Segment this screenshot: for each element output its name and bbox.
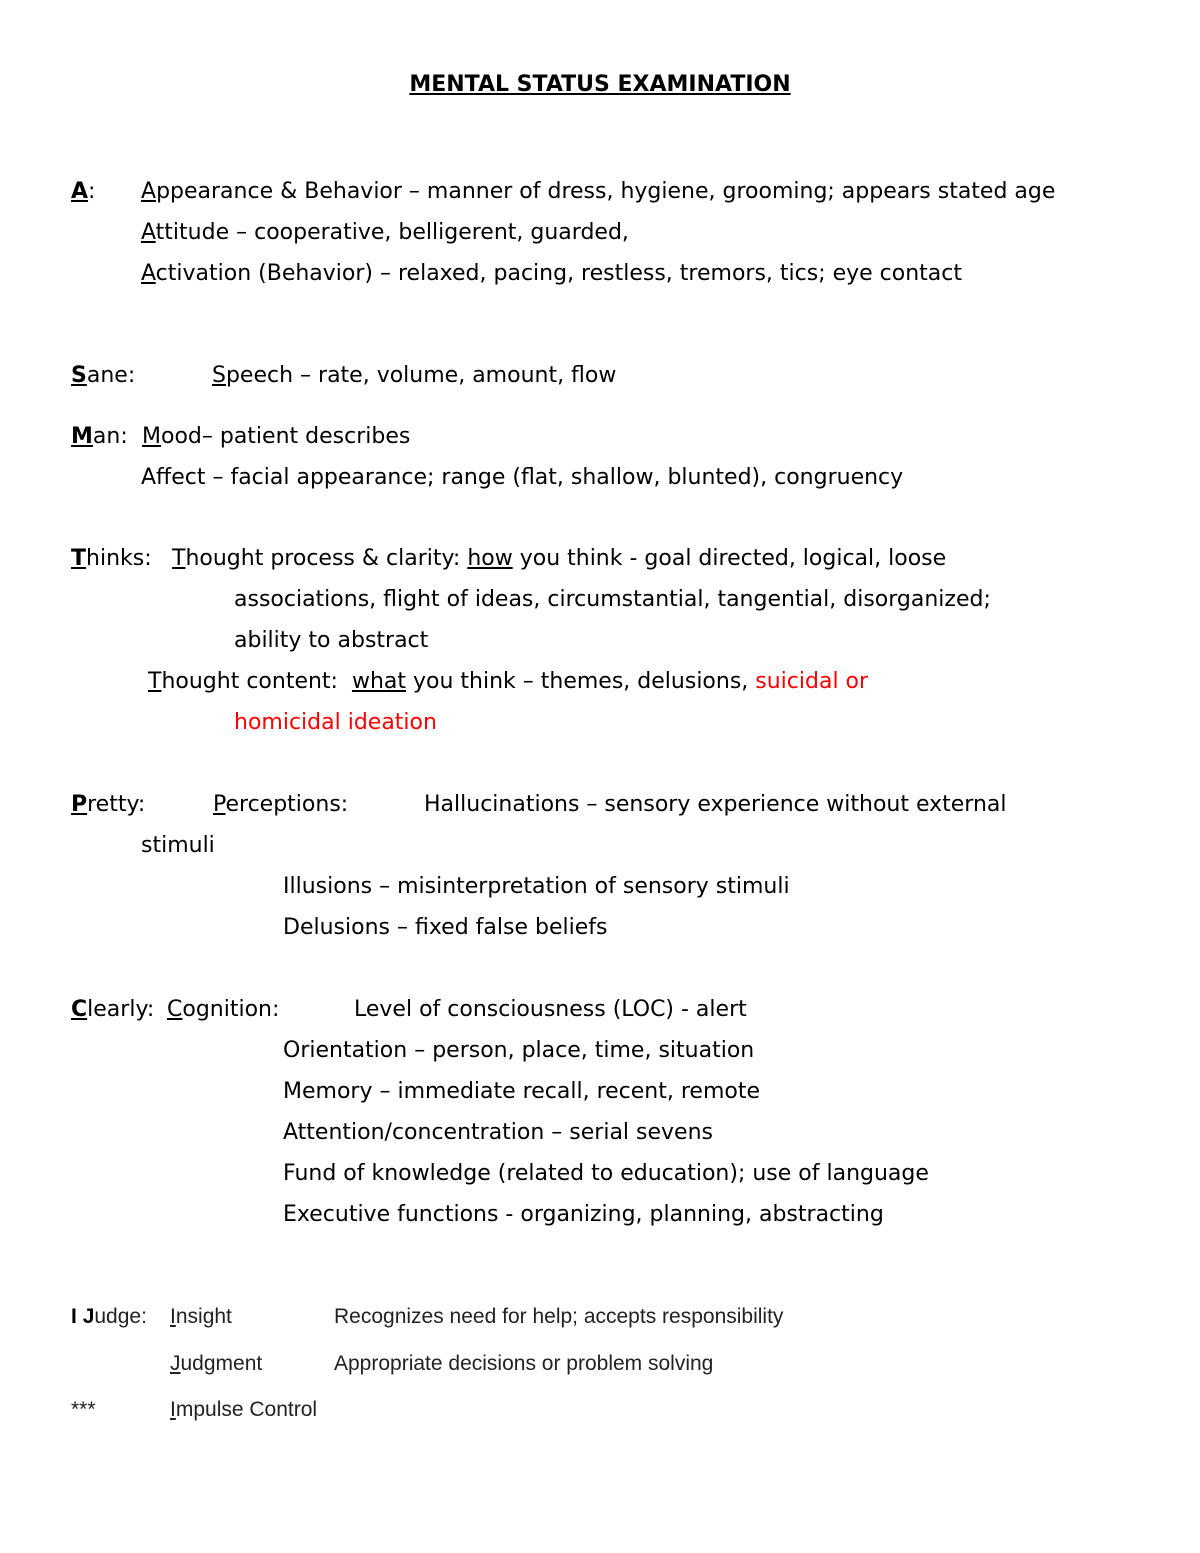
activation-line: Activation (Behavior) – relaxed, pacing, restless, tremors, tics; eye contact xyxy=(141,261,963,286)
clearly-label: Clearly: xyxy=(71,997,155,1022)
executive-functions-line: Executive functions - organizing, planning, abstracting xyxy=(283,1202,884,1227)
illusions-line: Illusions – misinterpretation of sensory stimuli xyxy=(283,874,790,899)
sane-label: Sane: xyxy=(71,363,136,388)
impulse-control-label: Impulse Control xyxy=(170,1398,318,1421)
thought-process-line-3: ability to abstract xyxy=(234,628,429,653)
speech-line: Speech – rate, volume, amount, flow xyxy=(212,363,617,388)
thinks-label: Thinks: xyxy=(71,546,152,571)
man-label: Man: xyxy=(71,424,128,449)
thought-process-line-2: associations, flight of ideas, circumstantial, tangential, disorganized; xyxy=(234,587,991,612)
judgment-description: Appropriate decisions or problem solving xyxy=(334,1352,714,1375)
ijudge-label: I Judge: xyxy=(71,1305,147,1328)
appearance-line: Appearance & Behavior – manner of dress, hygiene, grooming; appears stated age xyxy=(141,179,1056,204)
loc-line: Level of consciousness (LOC) - alert xyxy=(354,997,747,1022)
insight-description: Recognizes need for help; accepts responsibility xyxy=(334,1305,784,1328)
stars-marker: *** xyxy=(71,1398,96,1421)
hallucinations-line: Hallucinations – sensory experience without external xyxy=(424,792,1007,817)
cognition-label: Cognition: xyxy=(167,997,280,1022)
orientation-line: Orientation – person, place, time, situation xyxy=(283,1038,755,1063)
mood-line: Mood– patient describes xyxy=(142,424,411,449)
fund-of-knowledge-line: Fund of knowledge (related to education); use of language xyxy=(283,1161,929,1186)
stimuli-line: stimuli xyxy=(141,833,215,858)
affect-line: Affect – facial appearance; range (flat, shallow, blunted), congruency xyxy=(141,465,904,490)
judgment-label: Judgment xyxy=(170,1352,263,1375)
a-label: A: xyxy=(71,179,96,204)
attention-line: Attention/concentration – serial sevens xyxy=(283,1120,713,1145)
thought-content-line-2: homicidal ideation xyxy=(234,710,437,735)
attitude-line: Attitude – cooperative, belligerent, guarded, xyxy=(141,220,629,245)
thought-content-line: Thought content: what you think – themes, delusions, suicidal or xyxy=(148,669,869,694)
thought-process-line: Thought process & clarity: how you think - goal directed, logical, loose xyxy=(172,546,947,571)
perceptions-label: Perceptions: xyxy=(213,792,349,817)
memory-line: Memory – immediate recall, recent, remote xyxy=(283,1079,760,1104)
delusions-line: Delusions – fixed false beliefs xyxy=(283,915,608,940)
page-title: MENTAL STATUS EXAMINATION xyxy=(409,72,791,97)
pretty-label: Pretty: xyxy=(71,792,146,817)
insight-label: Insight xyxy=(170,1305,232,1328)
